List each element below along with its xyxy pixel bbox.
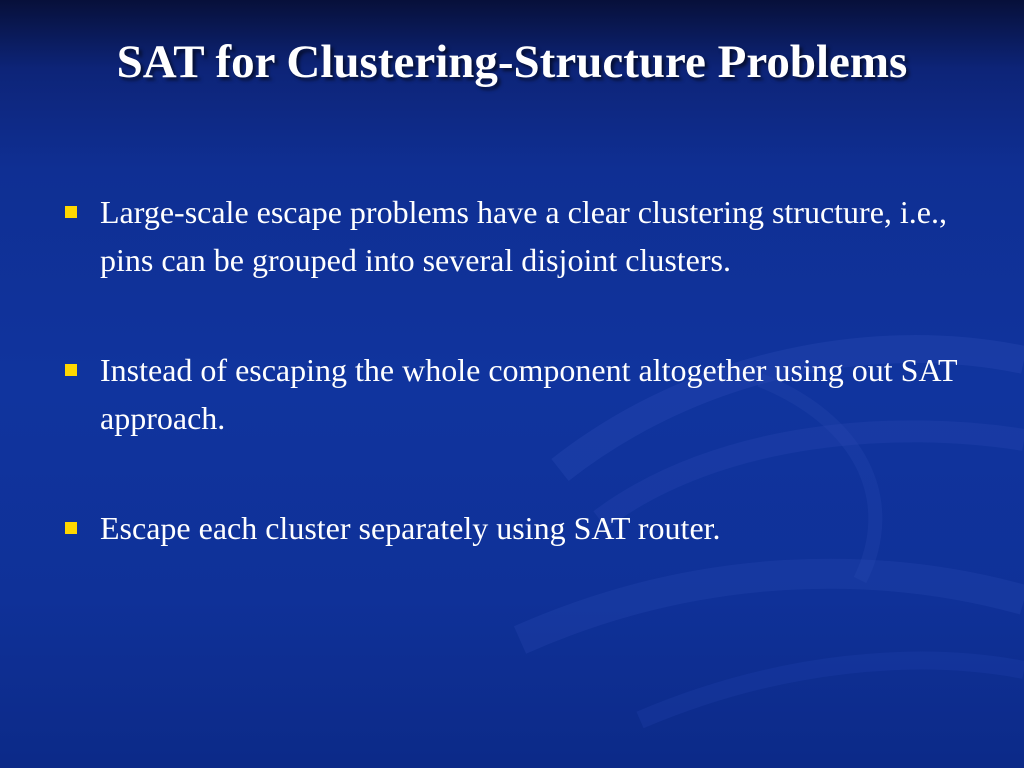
bullet-item [60,346,960,442]
yellow-square-icon [65,206,77,218]
yellow-square-icon [65,522,77,534]
bullet-item [60,504,960,552]
slide-title: SAT for Clustering-Structure Problems [116,36,908,88]
bullet-list [60,188,960,552]
bullet-item [60,188,960,284]
bullet-text: Large-scale escape problems have a clear clustering structure, i.e., pins can be grouped into several disjoint clusters. [100,194,947,278]
yellow-square-icon [65,364,77,376]
bullet-text: Escape each cluster separately using SAT router. [100,510,721,546]
bullet-text: Instead of escaping the whole component altogether using out SAT approach. [100,352,957,436]
